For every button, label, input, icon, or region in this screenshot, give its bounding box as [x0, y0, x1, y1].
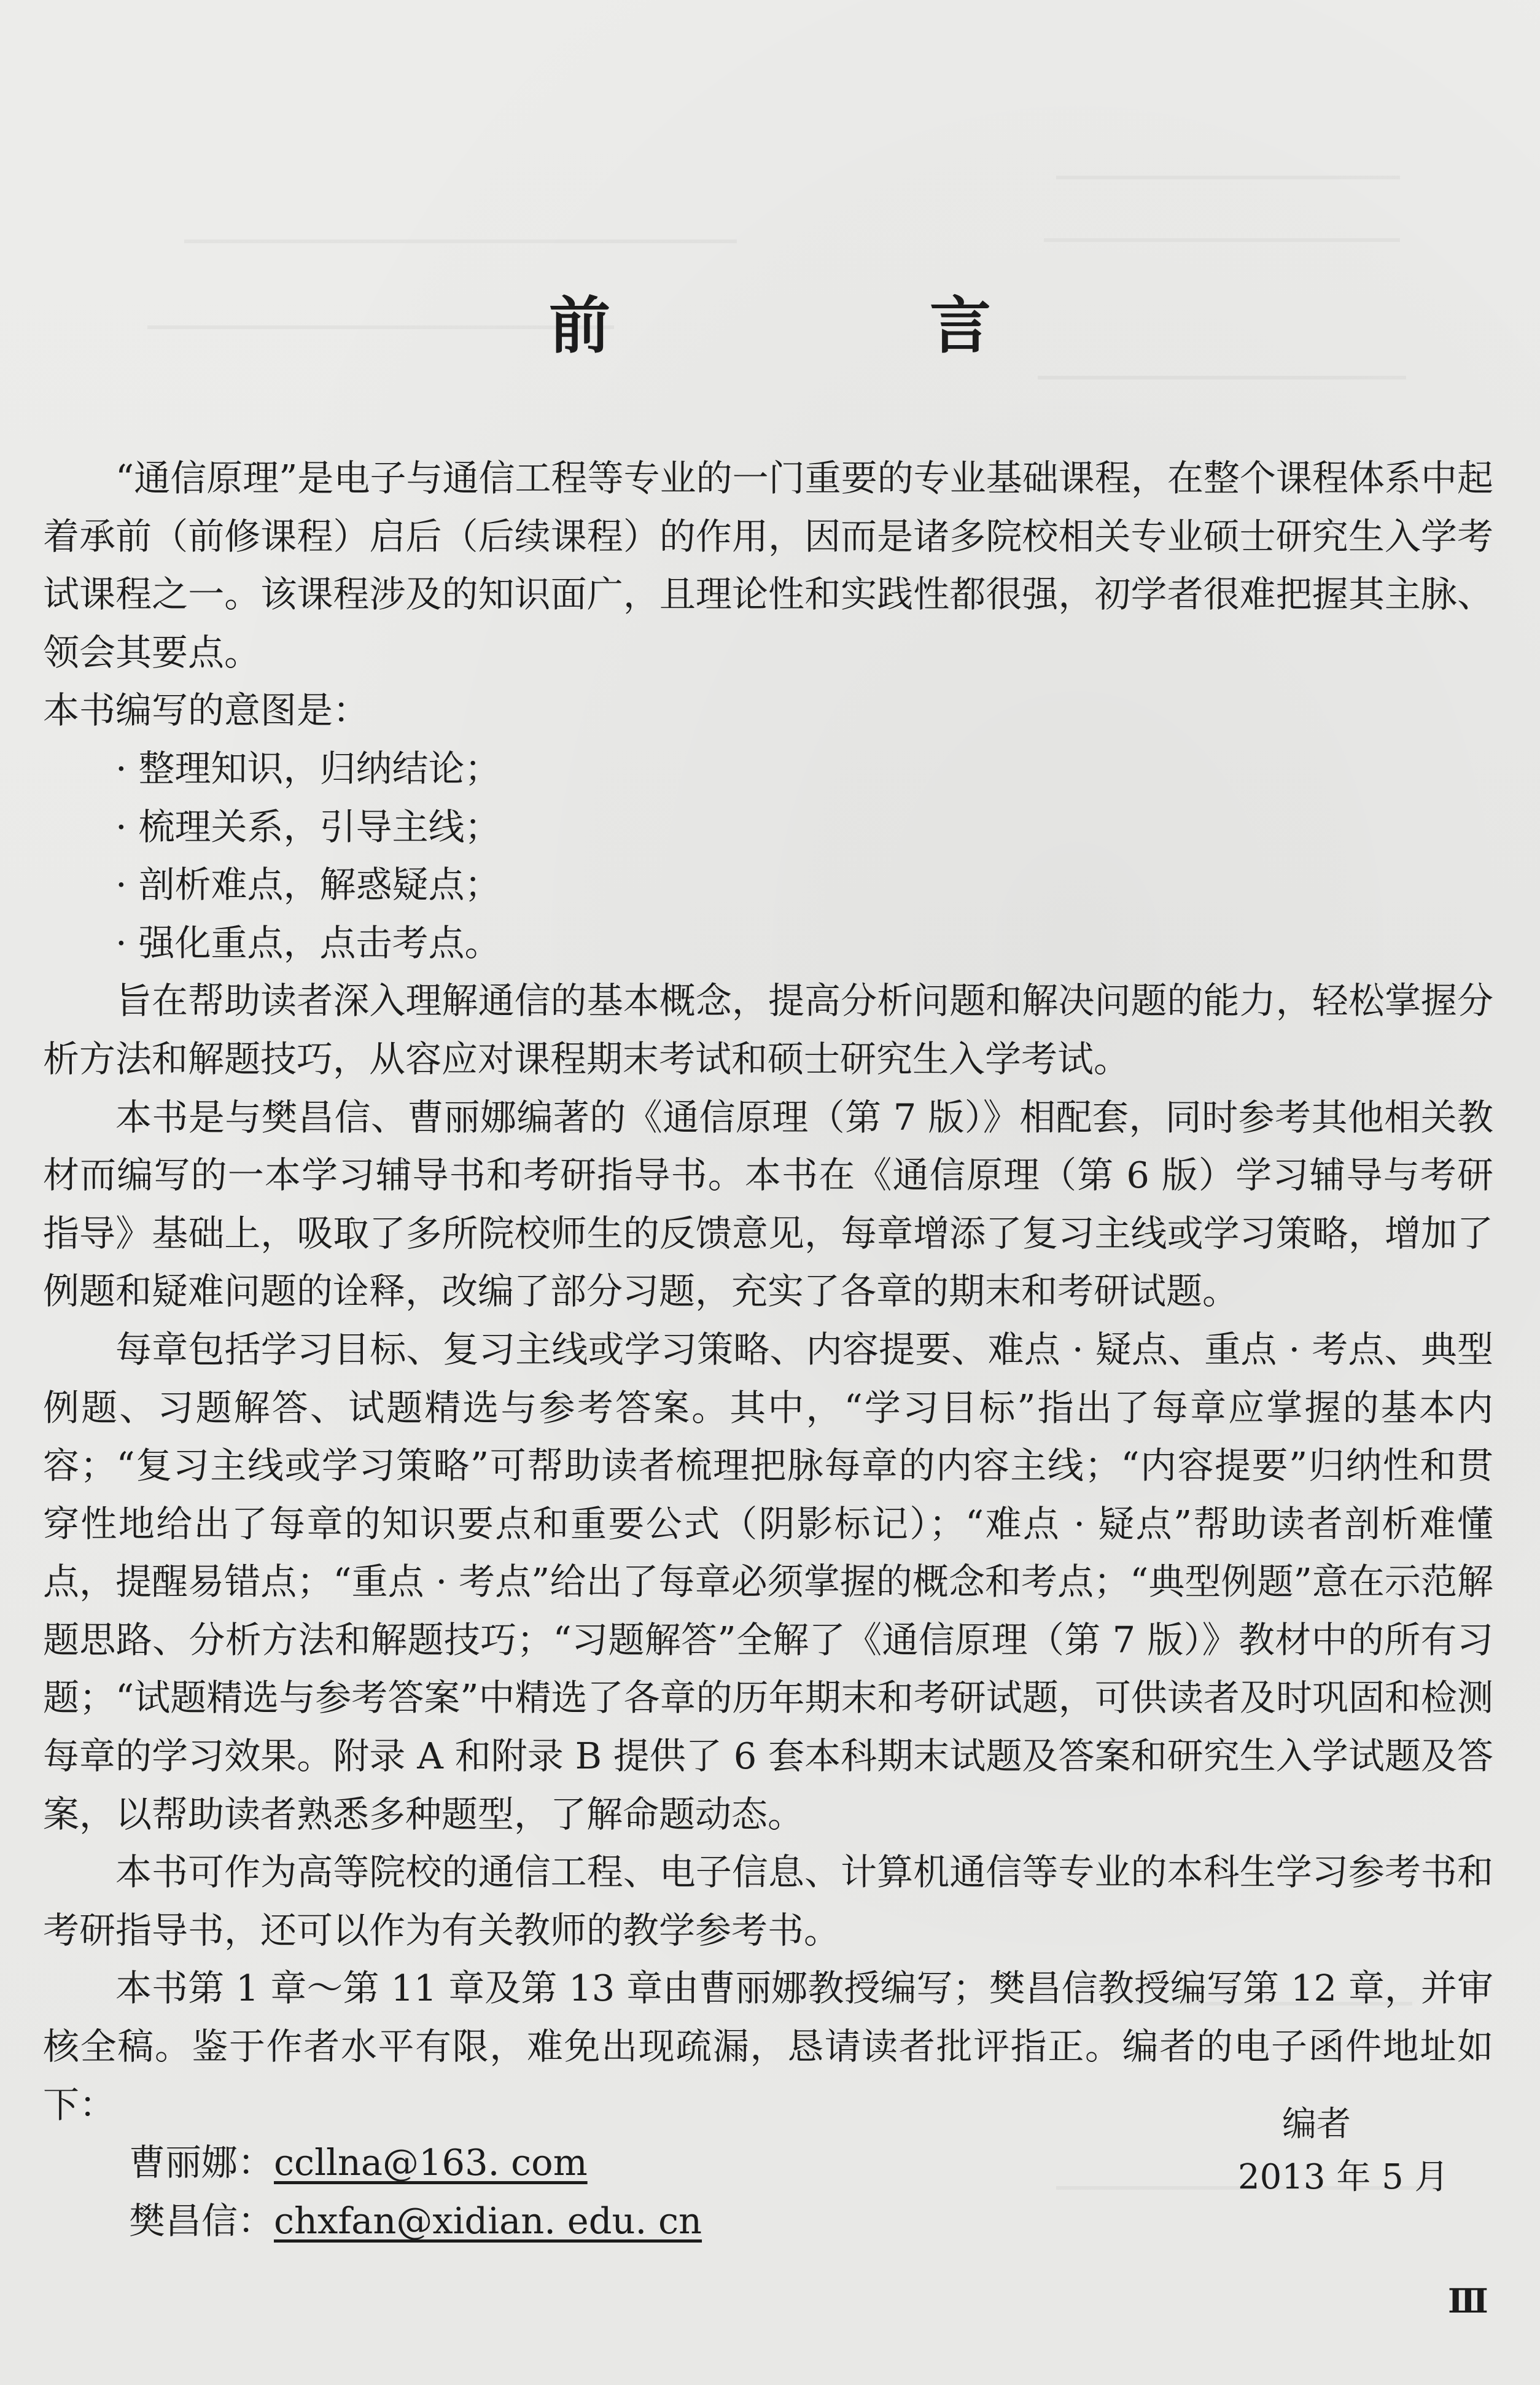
date: 2013 年 5 月 — [1238, 2157, 1449, 2197]
paragraph-audience: 本书可作为高等院校的通信工程、电子信息、计算机通信等专业的本科生学习参考书和考研指导书，还可以作为有关教师的教学参考书。 — [43, 1851, 1493, 1951]
contact-email: ccllna@163. com — [274, 2141, 588, 2184]
contact-name: 樊昌信： — [129, 2199, 274, 2242]
preface-body — [43, 449, 1493, 2250]
contact-line — [43, 2192, 1493, 2251]
bleed-through-line — [1038, 376, 1406, 379]
paragraph-intro: “通信原理”是电子与通信工程等专业的一门重要的专业基础课程，在整个课程体系中起着承前（前修课程）启后（后续课程）的作用，因而是诸多院校相关专业硕士研究生入学考试课程之一。该课程涉及的知识面广，且理论性和实践性都很强，初学者很难把握其主脉、领会其要点。 — [43, 457, 1493, 674]
paragraph-aim: 旨在帮助读者深入理解通信的基本概念，提高分析问题和解决问题的能力，轻松掌握分析方法和解题技巧，从容应对课程期末考试和硕士研究生入学考试。 — [43, 979, 1493, 1080]
page-title: 前 言 — [549, 289, 1120, 362]
signature: 编者 — [1282, 2104, 1351, 2144]
paragraph-structure: 每章包括学习目标、复习主线或学习策略、内容提要、难点 · 疑点、重点 · 考点、典型例题、习题解答、试题精选与参考答案。其中，“学习目标”指出了每章应掌握的基本内容；“复习主线或学习策略”可帮助读者梳理把脉每章的内容主线；“内容提要”归纳性和贯穿性地给出了每章的知识要点和重要公式（阴影标记）；“难点 · 疑点”帮助读者剖析难懂点，提醒易错点；“重点 · 考点”给出了每章必须掌握的概念和考点；“典型例题”意在示范解题思路、分析方法和解题技巧；“习题解答”全解了《通信原理（第 7 版）》教材中的所有习题；“试题精选与参考答案”中精选了各章的历年期末和考研试题，可供读者及时巩固和检测每章的学习效果。附录 A 和附录 B 提供了 6 套本科期末试题及答案和研究生入学试题及答案，以帮助读者熟悉多种题型，了解命题动态。 — [43, 1328, 1493, 1835]
page-number: Ⅲ — [1448, 2281, 1488, 2321]
paragraph-authors: 本书第 1 章～第 11 章及第 13 章由曹丽娜教授编写；樊昌信教授编写第 12 章，并审核全稿。鉴于作者水平有限，难免出现疏漏，恳请读者批评指正。编者的电子函件地址如下： — [43, 1967, 1493, 2126]
list-item: · 强化重点，点击考点。 — [115, 921, 501, 964]
contact-name: 曹丽娜： — [129, 2141, 274, 2184]
bleed-through-line — [1056, 176, 1400, 179]
paragraph-intent-lead: 本书编写的意图是： — [43, 689, 370, 732]
list-item: · 梳理关系，引导主线； — [115, 805, 501, 848]
list-item: · 剖析难点，解惑疑点； — [115, 863, 501, 906]
bleed-through-line — [1044, 238, 1400, 242]
bleed-through-line — [184, 239, 737, 243]
paragraph-edition: 本书是与樊昌信、曹丽娜编著的《通信原理（第 7 版）》相配套，同时参考其他相关教材而编写的一本学习辅导书和考研指导书。本书在《通信原理（第 6 版）学习辅导与考研指导》基础上，吸取了多所院校师生的反馈意见，每章增添了复习主线或学习策略，增加了例题和疑难问题的诠释，改编了部分习题，充实了各章的期末和考研试题。 — [43, 1095, 1493, 1313]
contact-email: chxfan@xidian. edu. cn — [274, 2199, 702, 2242]
list-item: · 整理知识，归纳结论； — [115, 747, 501, 790]
